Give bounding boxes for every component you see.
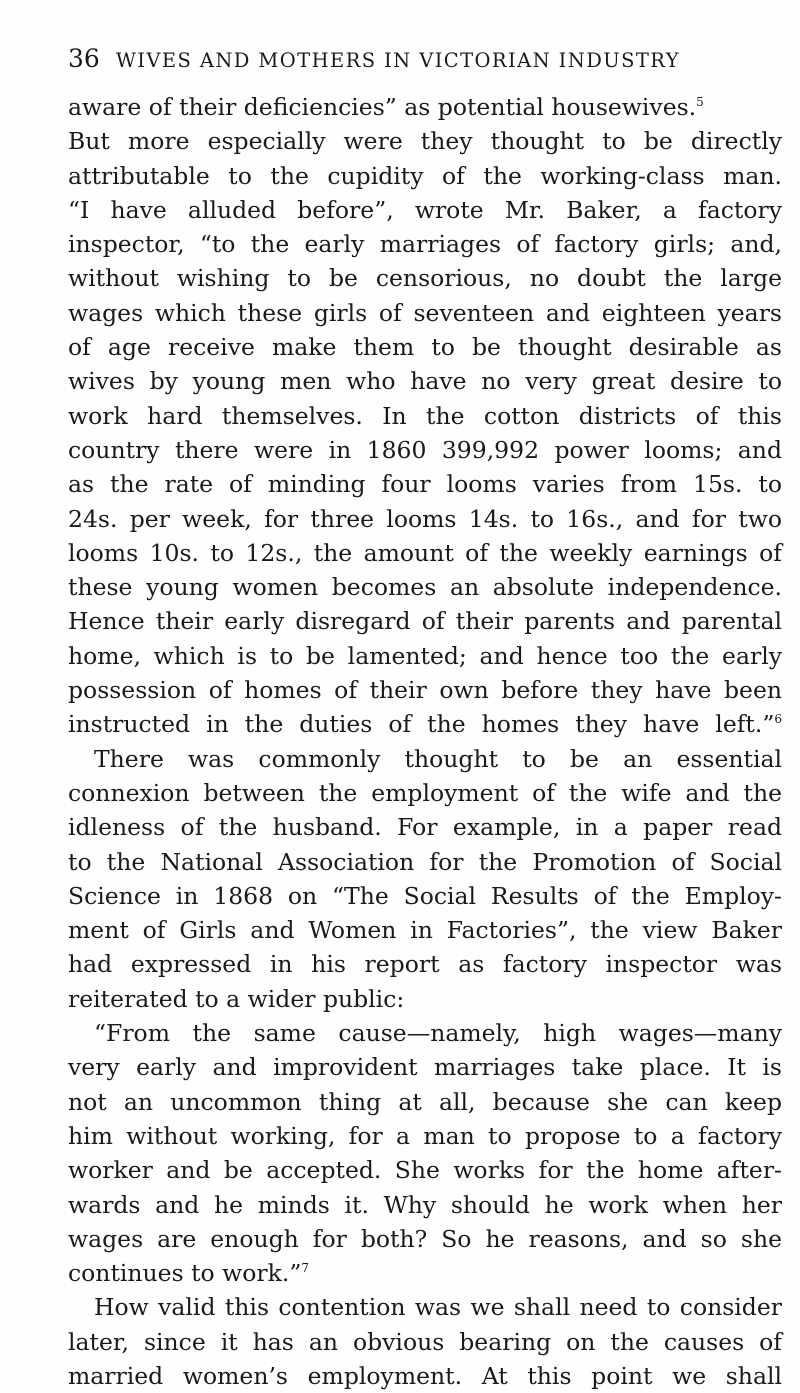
- line-text: wards and he minds it. Why should he work when her: [68, 1190, 782, 1219]
- text-line: [68, 90, 782, 124]
- text-line: [68, 673, 782, 707]
- footnote-marker: 5: [696, 95, 704, 110]
- text-line: [68, 227, 782, 261]
- text-line: [68, 193, 782, 227]
- text-line: [68, 776, 782, 810]
- text-line: [68, 399, 782, 433]
- line-text: wages are enough for both? So he reasons, and so she: [68, 1224, 782, 1253]
- line-text: reiterated to a wider public:: [68, 984, 405, 1013]
- line-text: as the rate of minding four looms varies from 15s. to: [68, 470, 782, 499]
- running-head: [68, 44, 782, 73]
- text-line: [68, 913, 782, 947]
- text-line: [68, 604, 782, 638]
- line-text: connexion between the employment of the wife and the: [68, 778, 782, 807]
- line-text: country there were in 1860 399,992 power looms; and: [68, 435, 782, 464]
- text-line: [68, 296, 782, 330]
- line-text: But more especially were they thought to be directly: [68, 127, 782, 156]
- line-text: Hence their early disregard of their parents and parental: [68, 607, 782, 636]
- text-line: [68, 1290, 782, 1324]
- line-text: work hard themselves. In the cotton districts of this: [68, 401, 782, 430]
- line-text: attributable to the cupidity of the working-class man.: [68, 161, 782, 190]
- body-text: [68, 90, 782, 1393]
- line-text: possession of homes of their own before they have been: [68, 676, 782, 705]
- footnote-marker: 6: [774, 712, 782, 727]
- text-line: [68, 982, 782, 1016]
- text-line: [68, 433, 782, 467]
- line-text: There was commonly thought to be an essential: [94, 744, 782, 773]
- line-text: 24s. per week, for three looms 14s. to 16s., and for two: [68, 504, 782, 533]
- line-text: wives by young men who have no very great desire to: [68, 367, 782, 396]
- text-line: [68, 1359, 782, 1393]
- text-line: [68, 159, 782, 193]
- text-line: [68, 124, 782, 158]
- line-text: of age receive make them to be thought desirable as: [68, 333, 782, 362]
- text-line: [68, 742, 782, 776]
- text-line: [68, 1188, 782, 1222]
- text-line: [68, 810, 782, 844]
- line-text: these young women becomes an absolute independence.: [68, 573, 782, 602]
- text-line: [68, 879, 782, 913]
- line-text: Science in 1868 on “The Social Results of the Employ-: [68, 881, 782, 910]
- line-text: not an uncommon thing at all, because she can keep: [68, 1087, 782, 1116]
- text-line: [68, 1153, 782, 1187]
- text-line: [68, 364, 782, 398]
- running-title: WIVES AND MOTHERS IN VICTORIAN INDUSTRY: [115, 49, 680, 72]
- text-line: [68, 1256, 782, 1290]
- text-line: [68, 467, 782, 501]
- line-text: very early and improvident marriages take place. It is: [68, 1053, 782, 1082]
- text-line: [68, 639, 782, 673]
- line-text: later, since it has an obvious bearing on the causes of: [68, 1327, 782, 1356]
- text-line: [68, 1016, 782, 1050]
- text-line: [68, 707, 782, 741]
- line-text: How valid this contention was we shall need to consider: [94, 1293, 782, 1322]
- text-line: [68, 502, 782, 536]
- line-text: “I have alluded before”, wrote Mr. Baker, a factory: [68, 195, 782, 224]
- line-text: instructed in the duties of the homes they have left.”: [68, 710, 775, 739]
- text-line: [68, 261, 782, 295]
- text-line: [68, 570, 782, 604]
- footnote-marker: 7: [301, 1261, 310, 1276]
- line-text: looms 10s. to 12s., the amount of the weekly earnings of: [68, 538, 782, 567]
- line-text: continues to work.”: [68, 1259, 302, 1288]
- line-text: worker and be accepted. She works for the home after-: [68, 1156, 782, 1185]
- text-line: [68, 1085, 782, 1119]
- line-text: home, which is to be lamented; and hence too the early: [68, 641, 782, 670]
- text-line: [68, 536, 782, 570]
- text-line: [68, 947, 782, 981]
- line-text: inspector, “to the early marriages of factory girls; and,: [68, 230, 782, 259]
- text-line: [68, 1050, 782, 1084]
- text-line: [68, 1119, 782, 1153]
- page-number: 36: [68, 44, 100, 73]
- line-text: without wishing to be censorious, no doubt the large: [68, 264, 782, 293]
- text-line: [68, 1222, 782, 1256]
- line-text: married women’s employment. At this point we shall: [68, 1361, 782, 1390]
- line-text: him without working, for a man to propose to a factory: [68, 1121, 782, 1150]
- line-text: wages which these girls of seventeen and eighteen years: [68, 298, 782, 327]
- line-text: to the National Association for the Promotion of Social: [68, 847, 782, 876]
- line-text: ment of Girls and Women in Factories”, the view Baker: [68, 916, 782, 945]
- line-text: had expressed in his report as factory inspector was: [68, 950, 782, 979]
- line-text: aware of their deficiencies” as potential housewives.: [68, 93, 697, 121]
- text-line: [68, 845, 782, 879]
- text-line: [68, 1325, 782, 1359]
- text-line: [68, 330, 782, 364]
- line-text: “From the same cause—namely, high wages—many: [94, 1019, 782, 1048]
- line-text: idleness of the husband. For example, in a paper read: [68, 813, 782, 842]
